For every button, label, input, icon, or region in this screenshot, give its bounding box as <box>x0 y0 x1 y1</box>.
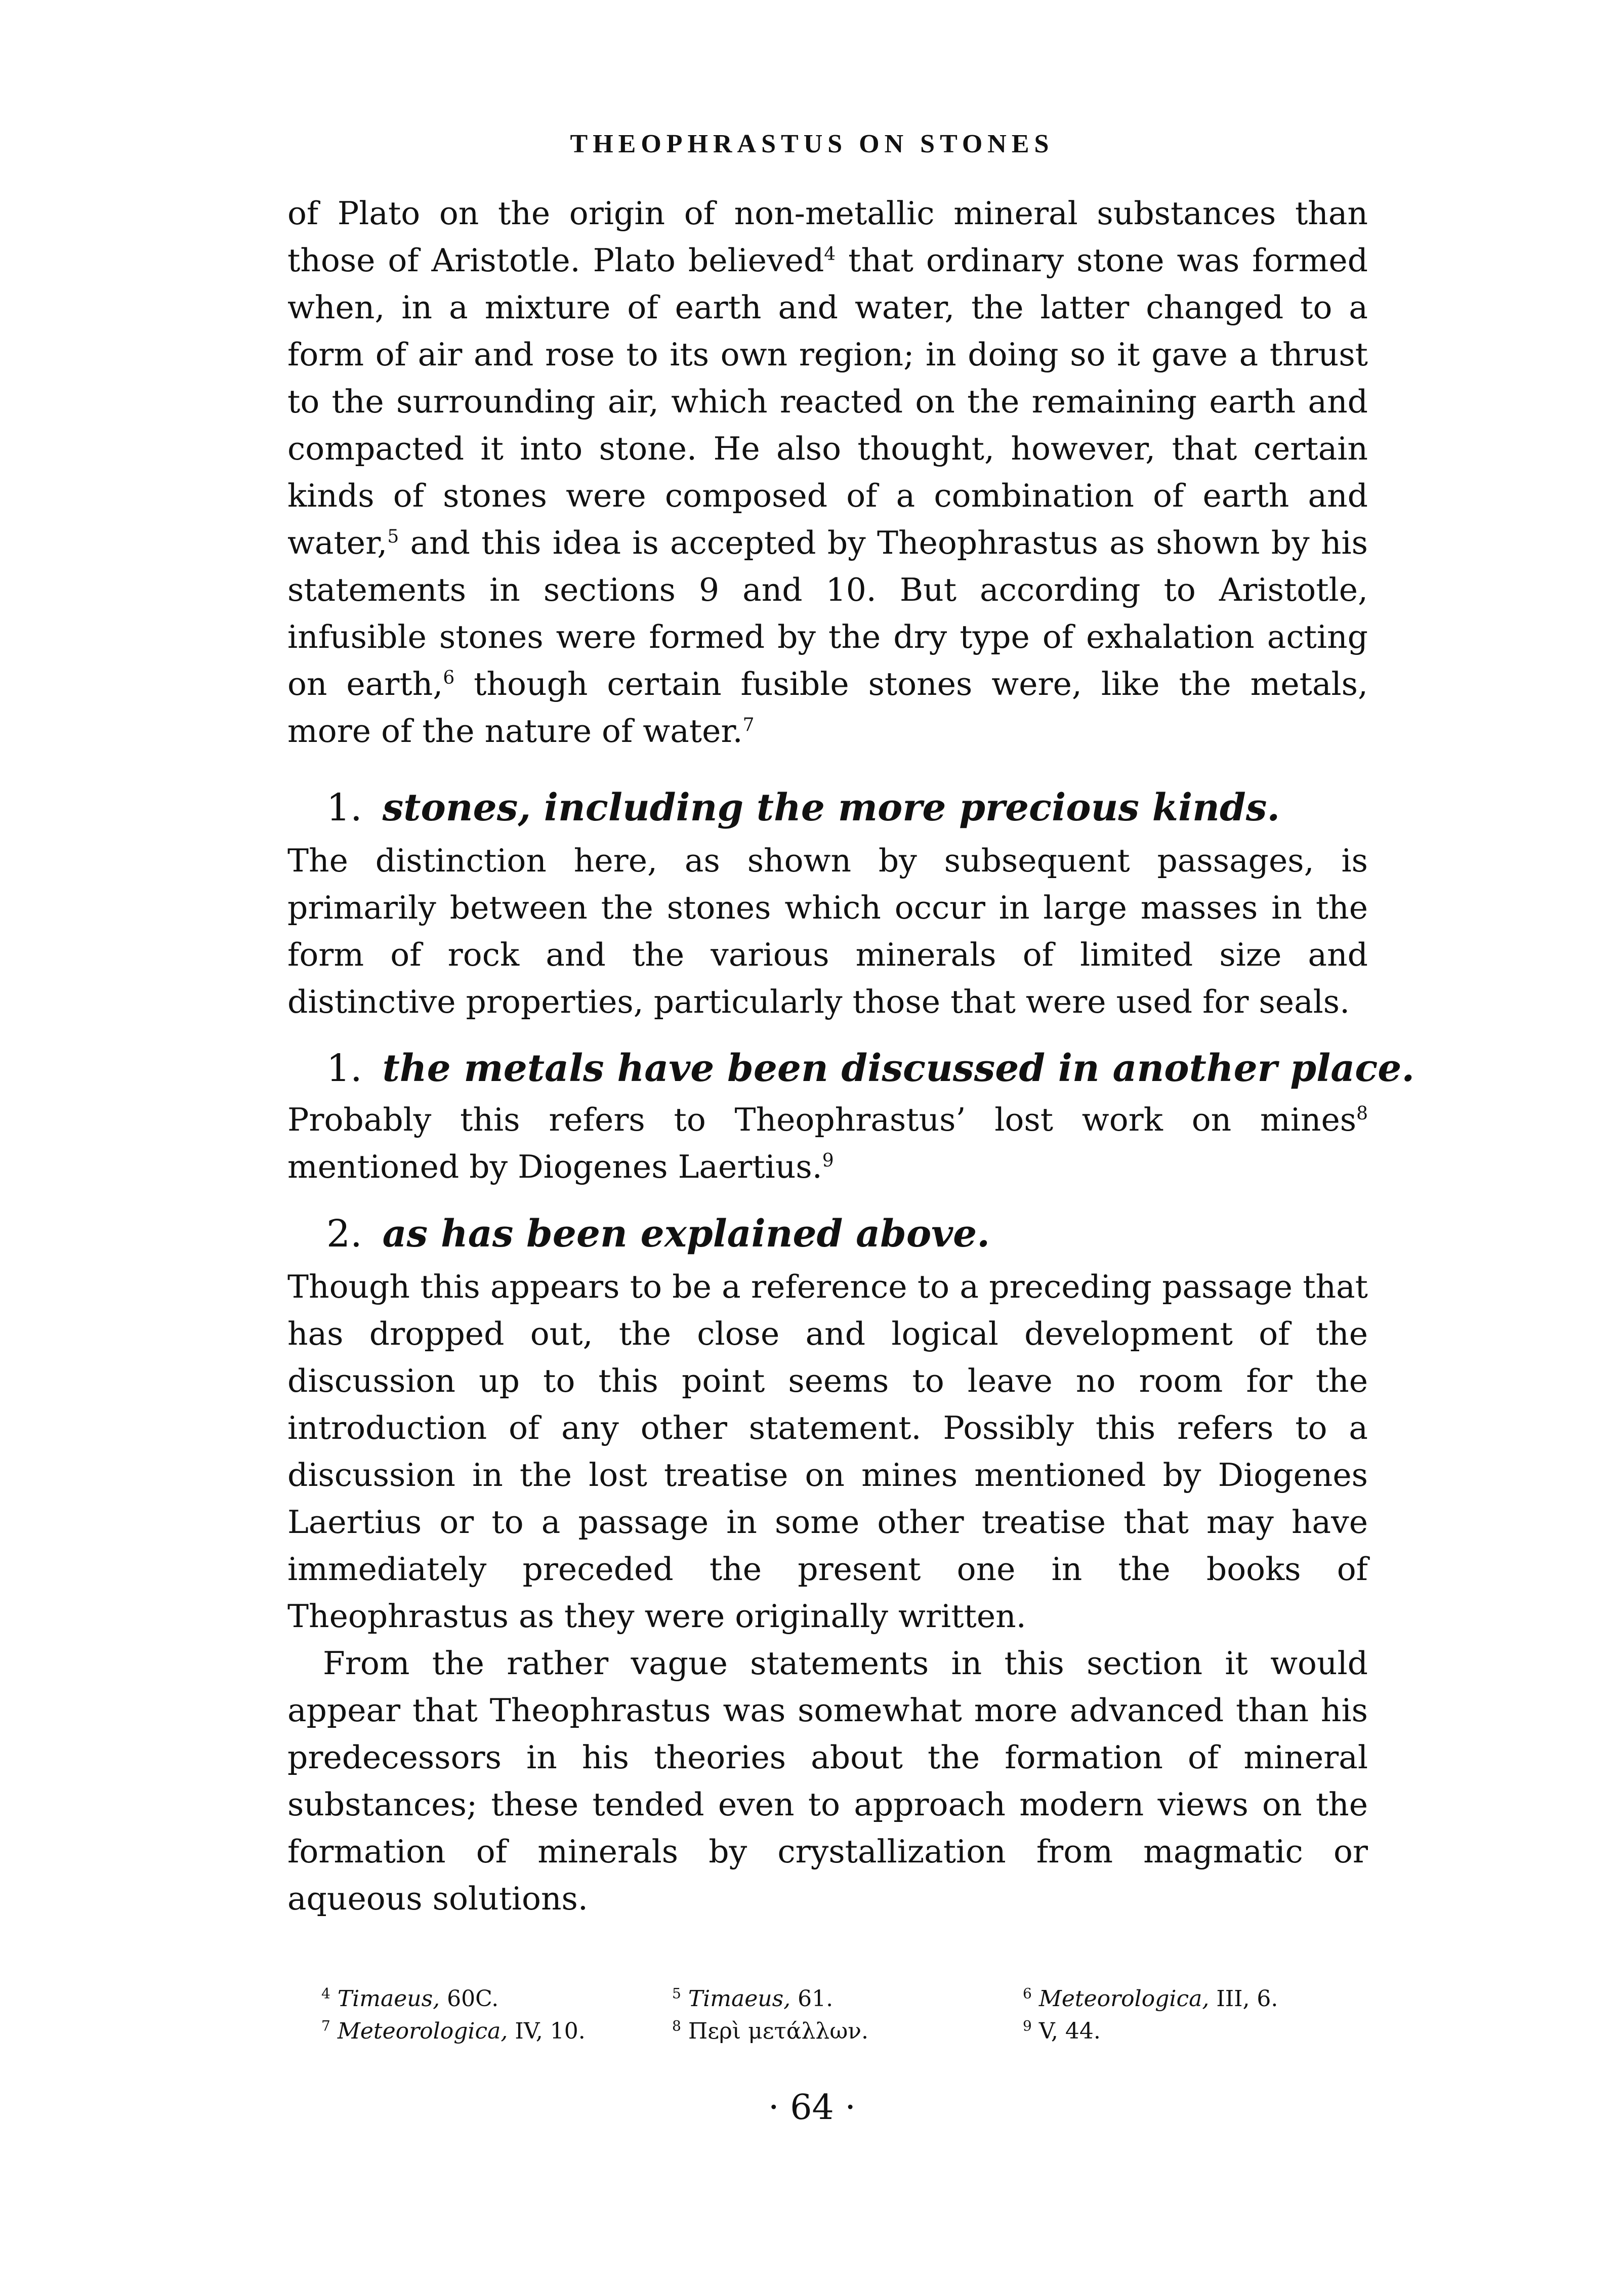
intro-paragraph-block <box>287 190 1368 755</box>
footnote: $^5$ Timaeus, 61. <box>672 1985 834 2012</box>
footnote-ref[interactable]: 8 <box>1356 1103 1368 1124</box>
note-body-block <box>287 1263 1368 1922</box>
running-head: THEOPHRASTUS ON STONES <box>570 130 1054 158</box>
footnote: $^6$ Meteorologica, III, 6. <box>1023 1985 1278 2012</box>
footnote-ref[interactable]: 7 <box>742 715 755 735</box>
note-lemma: the metals have been discussed in another place. <box>382 1047 1415 1090</box>
footnote: $^8$ Περὶ μετάλλων. <box>672 2017 868 2044</box>
note-heading <box>326 1044 1415 1093</box>
note-number: 1. <box>326 1047 362 1090</box>
note-body: The distinction here, as shown by subsequent passages, is primarily between the stones which occur in large masses in the form of rock and the various minerals of limited size and distinctive properties, particularly those that were used for seals. <box>287 842 1368 1020</box>
note-body: Probably this refers to Theophrastus’ lost work on mines$^8$ mentioned by Diogenes Laertius.$^9$ <box>287 1101 1368 1185</box>
note-heading <box>326 1210 1369 1258</box>
footnote: $^4$ Timaeus, 60C. <box>321 1985 499 2012</box>
intro-paragraph: of Plato on the origin of non-metallic mineral substances than those of Aristotle. Plato believed$^4$ that ordinary stone was formed when, in a mixture of earth and water, the latter changed to a form of air and rose to its own region; in doing so it gave a thrust to the surrounding air, which reacted on the remaining earth and compacted it into stone. He also thought, however, that certain kinds of stones were composed of a combination of earth and water,$^5$ and this idea is accepted by Theophrastus as shown by his statements in sections 9 and 10. But according to Aristotle, infusible stones were formed by the dry type of exhalation acting on earth,$^6$ though certain fusible stones were, like the metals, more of the nature of water.$^7$ <box>287 195 1368 750</box>
footnote-ref[interactable]: 5 <box>387 526 399 547</box>
footnotes <box>321 1983 1374 2048</box>
footnote-ref[interactable]: 9 <box>822 1150 834 1171</box>
footnote: $^7$ Meteorologica, IV, 10. <box>321 2017 586 2044</box>
note-body-block <box>287 1096 1368 1190</box>
footnote: $^9$ V, 44. <box>1023 2017 1101 2044</box>
note-heading <box>326 783 1369 832</box>
note-body-continued: From the rather vague statements in this section it would appear that Theophrastus was somewhat more advanced than his predecessors in his theories about the formation of mineral substances; these tended even to approach modern views on the formation of minerals by crystallization from magmatic or aqueous solutions. <box>287 1645 1368 1917</box>
note-body-block <box>287 837 1368 1025</box>
note-number: 2. <box>326 1212 362 1256</box>
footnote-ref[interactable]: 4 <box>824 244 836 265</box>
footnote-row <box>321 1983 1374 2015</box>
footnote-row <box>321 2015 1374 2048</box>
note-number: 1. <box>326 786 362 829</box>
footnote-ref[interactable]: 6 <box>443 668 455 688</box>
note-body: Though this appears to be a reference to a preceding passage that has dropped out, the close and logical development of the discussion up to this point seems to leave no room for the introduction of any other statement. Possibly this refers to a discussion in the lost treatise on mines mentioned by Diogenes Laertius or to a passage in some other treatise that may have immediately preceded the present one in the books of Theophrastus as they were originally written. <box>287 1268 1368 1635</box>
page-number: · 64 · <box>768 2088 856 2128</box>
note-lemma: stones, including the more precious kinds. <box>382 786 1280 829</box>
note-lemma: as has been explained above. <box>382 1212 990 1256</box>
